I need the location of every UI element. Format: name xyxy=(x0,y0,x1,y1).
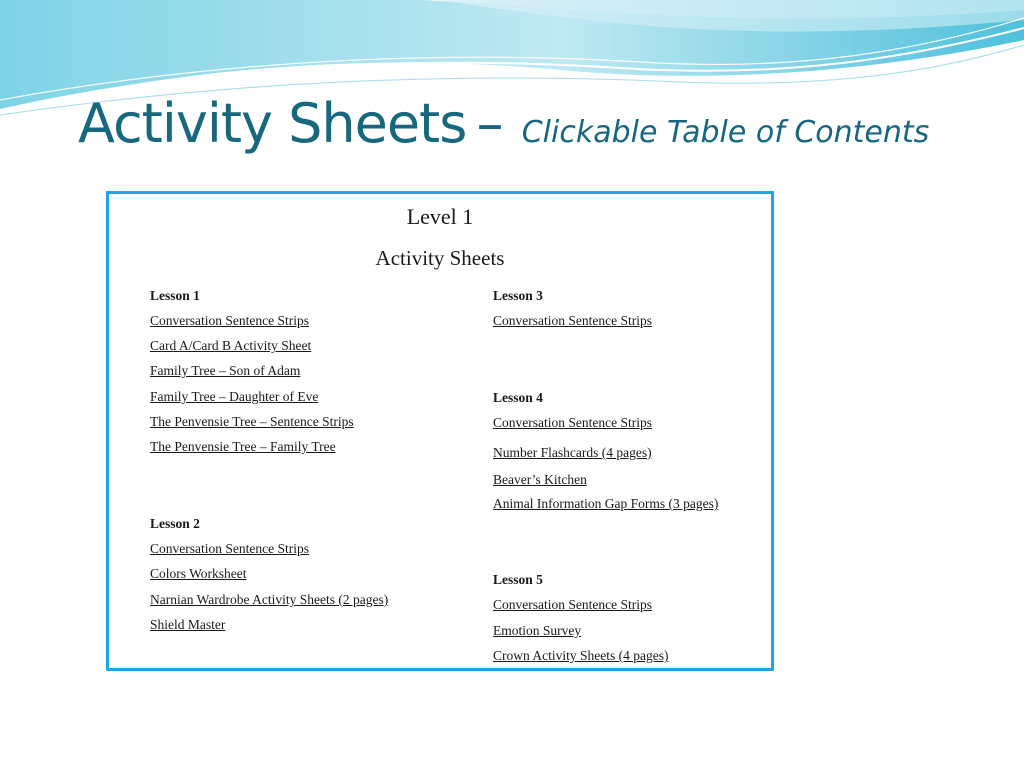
toc-link[interactable]: The Penvensie Tree – Family Tree xyxy=(150,439,336,454)
toc-link[interactable]: Narnian Wardrobe Activity Sheets (2 pages) xyxy=(150,592,389,607)
toc-level-title: Level 1 xyxy=(406,204,474,229)
toc-heading: Activity Sheets xyxy=(375,246,505,270)
lesson-title: Lesson 2 xyxy=(150,516,200,531)
slide-title xyxy=(78,92,929,155)
toc-link[interactable]: Number Flashcards (4 pages) xyxy=(493,445,652,460)
lesson-title: Lesson 1 xyxy=(150,288,200,303)
toc-link[interactable]: Family Tree – Son of Adam xyxy=(150,363,301,378)
toc-link[interactable]: Crown Activity Sheets (4 pages) xyxy=(493,648,669,663)
slide-title-dash: – xyxy=(476,92,504,155)
toc-link[interactable]: Conversation Sentence Strips xyxy=(493,415,652,430)
table-of-contents-frame xyxy=(106,191,774,671)
lesson-title: Lesson 5 xyxy=(493,572,543,587)
toc-link[interactable]: Beaver’s Kitchen xyxy=(493,472,587,487)
toc-link[interactable]: Animal Information Gap Forms (3 pages) xyxy=(493,496,719,511)
toc-link[interactable]: Conversation Sentence Strips xyxy=(493,313,652,328)
toc-link[interactable]: Conversation Sentence Strips xyxy=(150,313,309,328)
toc-link[interactable]: Colors Worksheet xyxy=(150,566,247,581)
toc-link[interactable]: Shield Master xyxy=(150,617,226,632)
toc-link[interactable]: Emotion Survey xyxy=(493,623,582,638)
toc-link[interactable]: Conversation Sentence Strips xyxy=(493,597,652,612)
toc-link[interactable]: Card A/Card B Activity Sheet xyxy=(150,338,312,353)
slide-title-main: Activity Sheets xyxy=(78,92,467,155)
lesson-title: Lesson 3 xyxy=(493,288,543,303)
lesson-title: Lesson 4 xyxy=(493,390,543,405)
toc-link[interactable]: Conversation Sentence Strips xyxy=(150,541,309,556)
toc-link[interactable]: Family Tree – Daughter of Eve xyxy=(150,389,319,404)
toc-link[interactable]: The Penvensie Tree – Sentence Strips xyxy=(150,414,354,429)
slide-title-subtitle: Clickable Table of Contents xyxy=(521,115,930,150)
